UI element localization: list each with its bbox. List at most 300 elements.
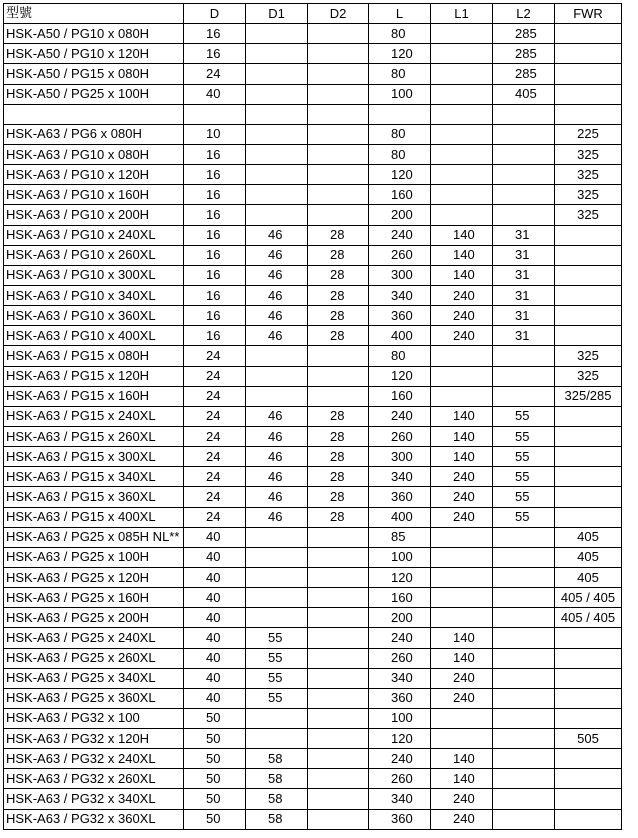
cell-fwr — [555, 406, 622, 426]
cell-l1: 140 — [431, 769, 493, 789]
cell-model: HSK-A63 / PG25 x 360XL — [4, 688, 184, 708]
cell-l: 80 — [369, 346, 431, 366]
cell-l2 — [493, 567, 555, 587]
cell-d2 — [308, 366, 369, 386]
cell-d2: 28 — [308, 326, 369, 346]
cell-d1 — [246, 547, 308, 567]
cell-fwr: 325/285 — [555, 386, 622, 406]
cell-l1 — [431, 64, 493, 84]
cell-l: 100 — [369, 84, 431, 104]
cell-d2 — [308, 44, 369, 64]
cell-d1: 46 — [246, 487, 308, 507]
cell-d1: 46 — [246, 326, 308, 346]
cell-fwr — [555, 769, 622, 789]
cell-model: HSK-A63 / PG25 x 340XL — [4, 668, 184, 688]
header-d2: D2 — [308, 4, 369, 24]
cell-model: HSK-A63 / PG15 x 300XL — [4, 447, 184, 467]
cell-d1: 46 — [246, 306, 308, 326]
cell-d1 — [246, 185, 308, 205]
table-row — [4, 688, 622, 708]
table-row — [4, 648, 622, 668]
cell-d2: 28 — [308, 265, 369, 285]
cell-l1 — [431, 124, 493, 144]
cell-model: HSK-A50 / PG15 x 080H — [4, 64, 184, 84]
cell-l: 160 — [369, 185, 431, 205]
cell-l1: 140 — [431, 225, 493, 245]
header-d: D — [184, 4, 246, 24]
table-row — [4, 64, 622, 84]
cell-l: 80 — [369, 24, 431, 44]
cell-l1: 140 — [431, 447, 493, 467]
cell-d1: 46 — [246, 245, 308, 265]
cell-fwr — [555, 648, 622, 668]
cell-fwr — [555, 809, 622, 829]
cell-l2 — [493, 185, 555, 205]
cell-d2: 28 — [308, 467, 369, 487]
cell-l: 360 — [369, 688, 431, 708]
cell-l: 160 — [369, 588, 431, 608]
cell-l1: 140 — [431, 426, 493, 446]
cell-l1 — [431, 205, 493, 225]
cell-d: 40 — [184, 588, 246, 608]
cell-l1 — [431, 346, 493, 366]
cell-d2: 28 — [308, 487, 369, 507]
cell-d: 50 — [184, 729, 246, 749]
cell-model: HSK-A63 / PG10 x 260XL — [4, 245, 184, 265]
cell-d2: 28 — [308, 426, 369, 446]
cell-fwr: 325 — [555, 144, 622, 164]
cell-l2: 55 — [493, 487, 555, 507]
cell-fwr — [555, 326, 622, 346]
cell-fwr: 325 — [555, 346, 622, 366]
table-row — [4, 326, 622, 346]
cell-l2 — [493, 144, 555, 164]
cell-d2 — [308, 708, 369, 728]
cell-d1: 46 — [246, 507, 308, 527]
cell-l1: 240 — [431, 467, 493, 487]
cell-d2 — [308, 104, 369, 124]
cell-model: HSK-A63 / PG25 x 160H — [4, 588, 184, 608]
cell-fwr — [555, 245, 622, 265]
cell-l1 — [431, 185, 493, 205]
cell-d: 40 — [184, 628, 246, 648]
cell-fwr — [555, 285, 622, 305]
cell-d2 — [308, 144, 369, 164]
table-row — [4, 588, 622, 608]
cell-d: 40 — [184, 84, 246, 104]
cell-l: 120 — [369, 729, 431, 749]
cell-d1 — [246, 708, 308, 728]
cell-d: 16 — [184, 225, 246, 245]
cell-l: 300 — [369, 265, 431, 285]
cell-fwr: 405 — [555, 567, 622, 587]
cell-l2: 285 — [493, 44, 555, 64]
cell-d1: 46 — [246, 225, 308, 245]
table-row — [4, 144, 622, 164]
cell-d: 16 — [184, 265, 246, 285]
cell-l: 80 — [369, 144, 431, 164]
cell-d2 — [308, 84, 369, 104]
cell-l1 — [431, 708, 493, 728]
cell-model: HSK-A63 / PG15 x 080H — [4, 346, 184, 366]
cell-l2 — [493, 789, 555, 809]
cell-l: 240 — [369, 628, 431, 648]
table-row — [4, 124, 622, 144]
cell-l2 — [493, 729, 555, 749]
table-row — [4, 447, 622, 467]
cell-d2 — [308, 769, 369, 789]
cell-d: 50 — [184, 769, 246, 789]
cell-l1: 240 — [431, 668, 493, 688]
cell-model: HSK-A63 / PG25 x 085H NL** — [4, 527, 184, 547]
cell-d1: 55 — [246, 648, 308, 668]
cell-d2 — [308, 588, 369, 608]
cell-l1 — [431, 144, 493, 164]
cell-fwr — [555, 467, 622, 487]
cell-d2 — [308, 749, 369, 769]
cell-l2: 31 — [493, 285, 555, 305]
table-row — [4, 608, 622, 628]
cell-d2 — [308, 729, 369, 749]
cell-model: HSK-A63 / PG32 x 100 — [4, 708, 184, 728]
cell-l2 — [493, 628, 555, 648]
cell-fwr — [555, 104, 622, 124]
cell-d: 24 — [184, 426, 246, 446]
cell-d2: 28 — [308, 285, 369, 305]
cell-d1: 58 — [246, 789, 308, 809]
cell-model: HSK-A63 / PG15 x 400XL — [4, 507, 184, 527]
cell-l1 — [431, 165, 493, 185]
cell-l2: 285 — [493, 64, 555, 84]
cell-d: 40 — [184, 567, 246, 587]
cell-model: HSK-A63 / PG25 x 240XL — [4, 628, 184, 648]
cell-d: 16 — [184, 306, 246, 326]
table-row — [4, 306, 622, 326]
table-row — [4, 44, 622, 64]
cell-model — [4, 104, 184, 124]
cell-d1 — [246, 729, 308, 749]
cell-l2 — [493, 688, 555, 708]
cell-l: 240 — [369, 406, 431, 426]
cell-l2: 55 — [493, 426, 555, 446]
cell-d: 16 — [184, 44, 246, 64]
cell-l: 400 — [369, 507, 431, 527]
table-row — [4, 346, 622, 366]
cell-l: 240 — [369, 225, 431, 245]
table-row — [4, 769, 622, 789]
cell-l1: 240 — [431, 326, 493, 346]
cell-d2 — [308, 346, 369, 366]
cell-d1: 46 — [246, 447, 308, 467]
cell-d2 — [308, 567, 369, 587]
cell-fwr — [555, 688, 622, 708]
cell-l2: 31 — [493, 225, 555, 245]
table-row — [4, 225, 622, 245]
table-row — [4, 487, 622, 507]
cell-l2 — [493, 205, 555, 225]
cell-model: HSK-A63 / PG15 x 240XL — [4, 406, 184, 426]
cell-d1 — [246, 84, 308, 104]
cell-l: 300 — [369, 447, 431, 467]
cell-d: 24 — [184, 386, 246, 406]
cell-d2 — [308, 608, 369, 628]
cell-l2: 55 — [493, 447, 555, 467]
cell-model: HSK-A63 / PG15 x 160H — [4, 386, 184, 406]
table-row — [4, 809, 622, 829]
table-row — [4, 205, 622, 225]
cell-model: HSK-A63 / PG25 x 260XL — [4, 648, 184, 668]
cell-fwr — [555, 84, 622, 104]
cell-l: 120 — [369, 165, 431, 185]
table-row — [4, 628, 622, 648]
cell-d2 — [308, 527, 369, 547]
cell-d2 — [308, 165, 369, 185]
cell-model: HSK-A63 / PG10 x 240XL — [4, 225, 184, 245]
cell-d: 16 — [184, 165, 246, 185]
cell-l1: 240 — [431, 809, 493, 829]
cell-l: 160 — [369, 386, 431, 406]
cell-d1: 46 — [246, 406, 308, 426]
cell-d1 — [246, 346, 308, 366]
cell-l2: 405 — [493, 84, 555, 104]
table-row — [4, 386, 622, 406]
cell-model: HSK-A63 / PG15 x 340XL — [4, 467, 184, 487]
cell-d: 16 — [184, 205, 246, 225]
cell-d2: 28 — [308, 306, 369, 326]
cell-d: 40 — [184, 648, 246, 668]
header-l: L — [369, 4, 431, 24]
cell-d2 — [308, 648, 369, 668]
cell-l1 — [431, 104, 493, 124]
cell-model: HSK-A63 / PG10 x 200H — [4, 205, 184, 225]
cell-fwr: 405 / 405 — [555, 588, 622, 608]
cell-l2 — [493, 809, 555, 829]
cell-model: HSK-A63 / PG32 x 360XL — [4, 809, 184, 829]
table-row — [4, 426, 622, 446]
cell-model: HSK-A63 / PG25 x 200H — [4, 608, 184, 628]
cell-l1: 240 — [431, 487, 493, 507]
table-row — [4, 567, 622, 587]
cell-model: HSK-A63 / PG15 x 360XL — [4, 487, 184, 507]
spec-table — [3, 3, 622, 830]
header-fwr: FWR — [555, 4, 622, 24]
cell-fwr — [555, 708, 622, 728]
cell-d: 24 — [184, 406, 246, 426]
cell-l2 — [493, 769, 555, 789]
cell-l2 — [493, 547, 555, 567]
cell-fwr: 405 / 405 — [555, 608, 622, 628]
cell-d: 40 — [184, 668, 246, 688]
cell-d1: 46 — [246, 285, 308, 305]
cell-d: 16 — [184, 185, 246, 205]
cell-l1 — [431, 547, 493, 567]
cell-d: 16 — [184, 24, 246, 44]
cell-l2: 285 — [493, 24, 555, 44]
cell-l: 120 — [369, 567, 431, 587]
table-row — [4, 185, 622, 205]
cell-fwr — [555, 507, 622, 527]
cell-l: 340 — [369, 285, 431, 305]
cell-l: 260 — [369, 648, 431, 668]
cell-l1: 240 — [431, 285, 493, 305]
table-row — [4, 165, 622, 185]
cell-fwr — [555, 265, 622, 285]
cell-d: 24 — [184, 487, 246, 507]
cell-d1 — [246, 64, 308, 84]
table-row — [4, 265, 622, 285]
table-row — [4, 789, 622, 809]
cell-model: HSK-A63 / PG32 x 120H — [4, 729, 184, 749]
cell-l1 — [431, 84, 493, 104]
cell-d: 40 — [184, 608, 246, 628]
cell-d2 — [308, 386, 369, 406]
table-row — [4, 104, 622, 124]
cell-l1 — [431, 567, 493, 587]
cell-d: 16 — [184, 144, 246, 164]
cell-l1 — [431, 527, 493, 547]
cell-l: 260 — [369, 245, 431, 265]
cell-model: HSK-A63 / PG10 x 400XL — [4, 326, 184, 346]
cell-l: 85 — [369, 527, 431, 547]
cell-l: 80 — [369, 124, 431, 144]
table-row — [4, 708, 622, 728]
cell-fwr: 405 — [555, 547, 622, 567]
cell-d2 — [308, 789, 369, 809]
cell-d: 10 — [184, 124, 246, 144]
cell-l: 100 — [369, 547, 431, 567]
cell-l: 260 — [369, 769, 431, 789]
cell-model: HSK-A63 / PG10 x 340XL — [4, 285, 184, 305]
cell-d: 50 — [184, 789, 246, 809]
table-row — [4, 729, 622, 749]
cell-d1: 46 — [246, 265, 308, 285]
cell-d: 24 — [184, 467, 246, 487]
cell-l1 — [431, 608, 493, 628]
cell-fwr: 325 — [555, 165, 622, 185]
cell-d: 50 — [184, 749, 246, 769]
cell-l2 — [493, 366, 555, 386]
cell-l2 — [493, 165, 555, 185]
cell-l1: 240 — [431, 789, 493, 809]
cell-l — [369, 104, 431, 124]
cell-l: 100 — [369, 708, 431, 728]
cell-l1: 140 — [431, 245, 493, 265]
cell-fwr — [555, 749, 622, 769]
cell-model: HSK-A63 / PG10 x 080H — [4, 144, 184, 164]
cell-d1 — [246, 24, 308, 44]
cell-model: HSK-A63 / PG32 x 240XL — [4, 749, 184, 769]
cell-l1: 240 — [431, 306, 493, 326]
cell-d: 40 — [184, 688, 246, 708]
table-row — [4, 507, 622, 527]
cell-d2: 28 — [308, 447, 369, 467]
cell-l1: 140 — [431, 406, 493, 426]
cell-model: HSK-A63 / PG25 x 120H — [4, 567, 184, 587]
cell-fwr: 325 — [555, 185, 622, 205]
cell-l2 — [493, 608, 555, 628]
cell-model: HSK-A50 / PG10 x 120H — [4, 44, 184, 64]
cell-d2: 28 — [308, 225, 369, 245]
cell-d2 — [308, 688, 369, 708]
cell-l2 — [493, 708, 555, 728]
cell-d1 — [246, 588, 308, 608]
table-row — [4, 366, 622, 386]
cell-model: HSK-A63 / PG15 x 120H — [4, 366, 184, 386]
cell-d1: 46 — [246, 426, 308, 446]
cell-d1 — [246, 104, 308, 124]
cell-d: 24 — [184, 447, 246, 467]
cell-l2: 55 — [493, 467, 555, 487]
cell-d1 — [246, 44, 308, 64]
cell-d: 24 — [184, 507, 246, 527]
cell-l1: 140 — [431, 648, 493, 668]
cell-d — [184, 104, 246, 124]
cell-fwr: 325 — [555, 205, 622, 225]
cell-d: 16 — [184, 326, 246, 346]
cell-fwr — [555, 24, 622, 44]
cell-d: 16 — [184, 245, 246, 265]
cell-fwr: 225 — [555, 124, 622, 144]
header-row — [4, 4, 622, 24]
cell-l1: 140 — [431, 628, 493, 648]
header-l2: L2 — [493, 4, 555, 24]
table-row — [4, 749, 622, 769]
cell-d2 — [308, 124, 369, 144]
cell-d1 — [246, 205, 308, 225]
cell-l: 200 — [369, 608, 431, 628]
cell-fwr: 505 — [555, 729, 622, 749]
cell-d2: 28 — [308, 507, 369, 527]
cell-l2 — [493, 749, 555, 769]
cell-d2: 28 — [308, 245, 369, 265]
cell-model: HSK-A63 / PG15 x 260XL — [4, 426, 184, 446]
cell-d: 40 — [184, 527, 246, 547]
cell-l1: 240 — [431, 688, 493, 708]
table-row — [4, 24, 622, 44]
cell-l2: 31 — [493, 326, 555, 346]
cell-d: 50 — [184, 708, 246, 728]
cell-d1: 46 — [246, 467, 308, 487]
cell-model: HSK-A50 / PG10 x 080H — [4, 24, 184, 44]
cell-d: 24 — [184, 346, 246, 366]
table-row — [4, 527, 622, 547]
cell-d1 — [246, 567, 308, 587]
cell-fwr — [555, 789, 622, 809]
cell-l2: 31 — [493, 265, 555, 285]
table-row — [4, 547, 622, 567]
header-d1: D1 — [246, 4, 308, 24]
cell-d1: 58 — [246, 769, 308, 789]
cell-model: HSK-A63 / PG32 x 340XL — [4, 789, 184, 809]
cell-d: 40 — [184, 547, 246, 567]
cell-l1: 240 — [431, 507, 493, 527]
table-row — [4, 406, 622, 426]
cell-l: 360 — [369, 487, 431, 507]
cell-d1 — [246, 144, 308, 164]
cell-fwr — [555, 44, 622, 64]
table-row — [4, 245, 622, 265]
cell-model: HSK-A63 / PG10 x 300XL — [4, 265, 184, 285]
cell-model: HSK-A63 / PG32 x 260XL — [4, 769, 184, 789]
cell-l: 340 — [369, 668, 431, 688]
cell-l2 — [493, 386, 555, 406]
cell-d1 — [246, 608, 308, 628]
cell-fwr — [555, 447, 622, 467]
cell-model: HSK-A63 / PG10 x 360XL — [4, 306, 184, 326]
cell-d1 — [246, 366, 308, 386]
cell-l2: 31 — [493, 245, 555, 265]
cell-l1 — [431, 44, 493, 64]
